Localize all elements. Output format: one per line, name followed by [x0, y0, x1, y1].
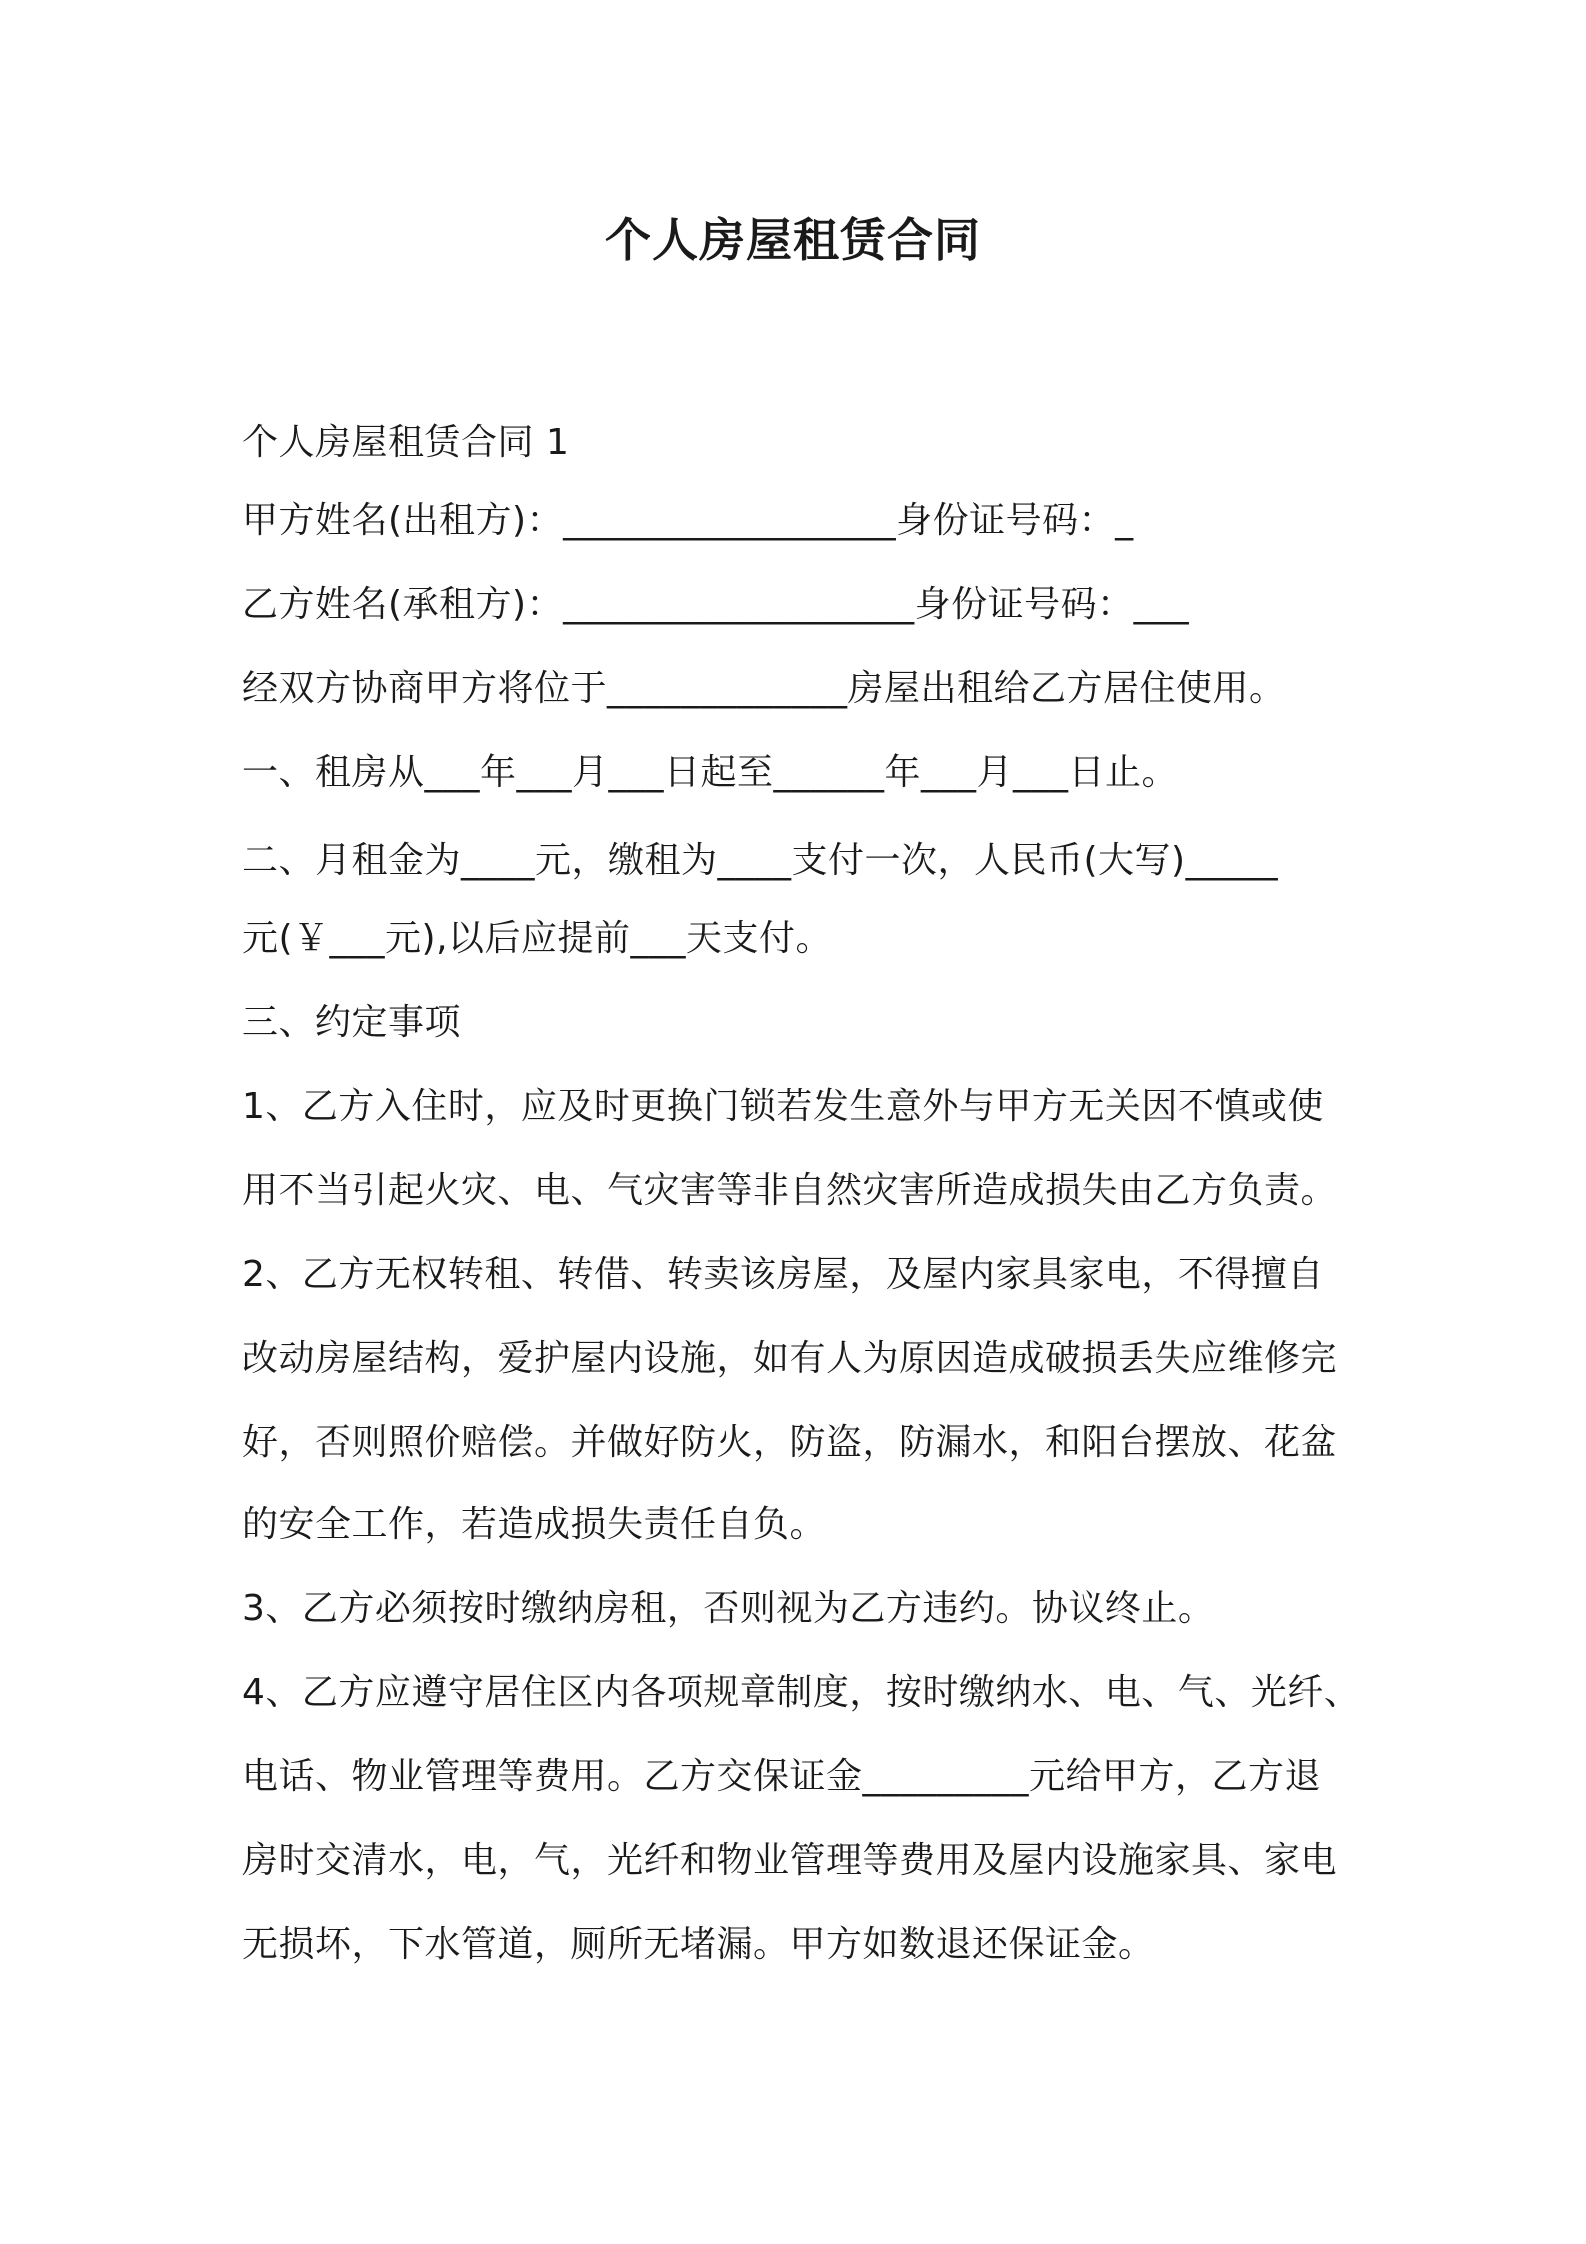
rent-line: 二、月租金为____元，缴租为____支付一次，人民币(大写)_____: [242, 840, 1279, 881]
rent-line-cont: 元(￥___元),以后应提前___天支付。: [242, 918, 833, 959]
party-b-line: 乙方姓名(承租方)：___________________身份证号码：___: [242, 584, 1190, 625]
clause-2-line: 的安全工作，若造成损失责任自负。: [242, 1504, 827, 1545]
clause-2-line: 好，否则照价赔偿。并做好防火，防盗，防漏水，和阳台摆放、花盆: [242, 1422, 1338, 1463]
agreement-line: 经双方协商甲方将位于_____________房屋出租给乙方居住使用。: [242, 668, 1286, 709]
clause-2-line: 2、乙方无权转租、转借、转卖该房屋，及屋内家具家电，不得擅自: [242, 1254, 1324, 1295]
clause-2-line: 改动房屋结构，爱护屋内设施，如有人为原因造成破损丢失应维修完: [242, 1338, 1338, 1379]
section-heading: 个人房屋租赁合同 1: [242, 422, 570, 463]
terms-heading: 三、约定事项: [242, 1002, 462, 1043]
term-line: 一、租房从___年___月___日起至______年___月___日止。: [242, 752, 1179, 793]
clause-3-line: 3、乙方必须按时缴纳房租，否则视为乙方违约。协议终止。: [242, 1588, 1215, 1629]
clause-1-line: 1、乙方入住时，应及时更换门锁若发生意外与甲方无关因不慎或使: [242, 1086, 1324, 1127]
clause-4-line: 电话、物业管理等费用。乙方交保证金_________元给甲方，乙方退: [242, 1756, 1322, 1797]
document-title: 个人房屋租赁合同: [605, 213, 981, 267]
clause-4-line: 4、乙方应遵守居住区内各项规章制度，按时缴纳水、电、气、光纤、: [242, 1672, 1361, 1713]
party-a-line: 甲方姓名(出租方)：__________________身份证号码：_: [242, 500, 1134, 541]
clause-4-line: 无损坏，下水管道，厕所无堵漏。甲方如数退还保证金。: [242, 1924, 1155, 1965]
clause-4-line: 房时交清水，电，气，光纤和物业管理等费用及屋内设施家具、家电: [242, 1840, 1338, 1881]
clause-1-line: 用不当引起火灾、电、气灾害等非自然灾害所造成损失由乙方负责。: [242, 1170, 1338, 1211]
